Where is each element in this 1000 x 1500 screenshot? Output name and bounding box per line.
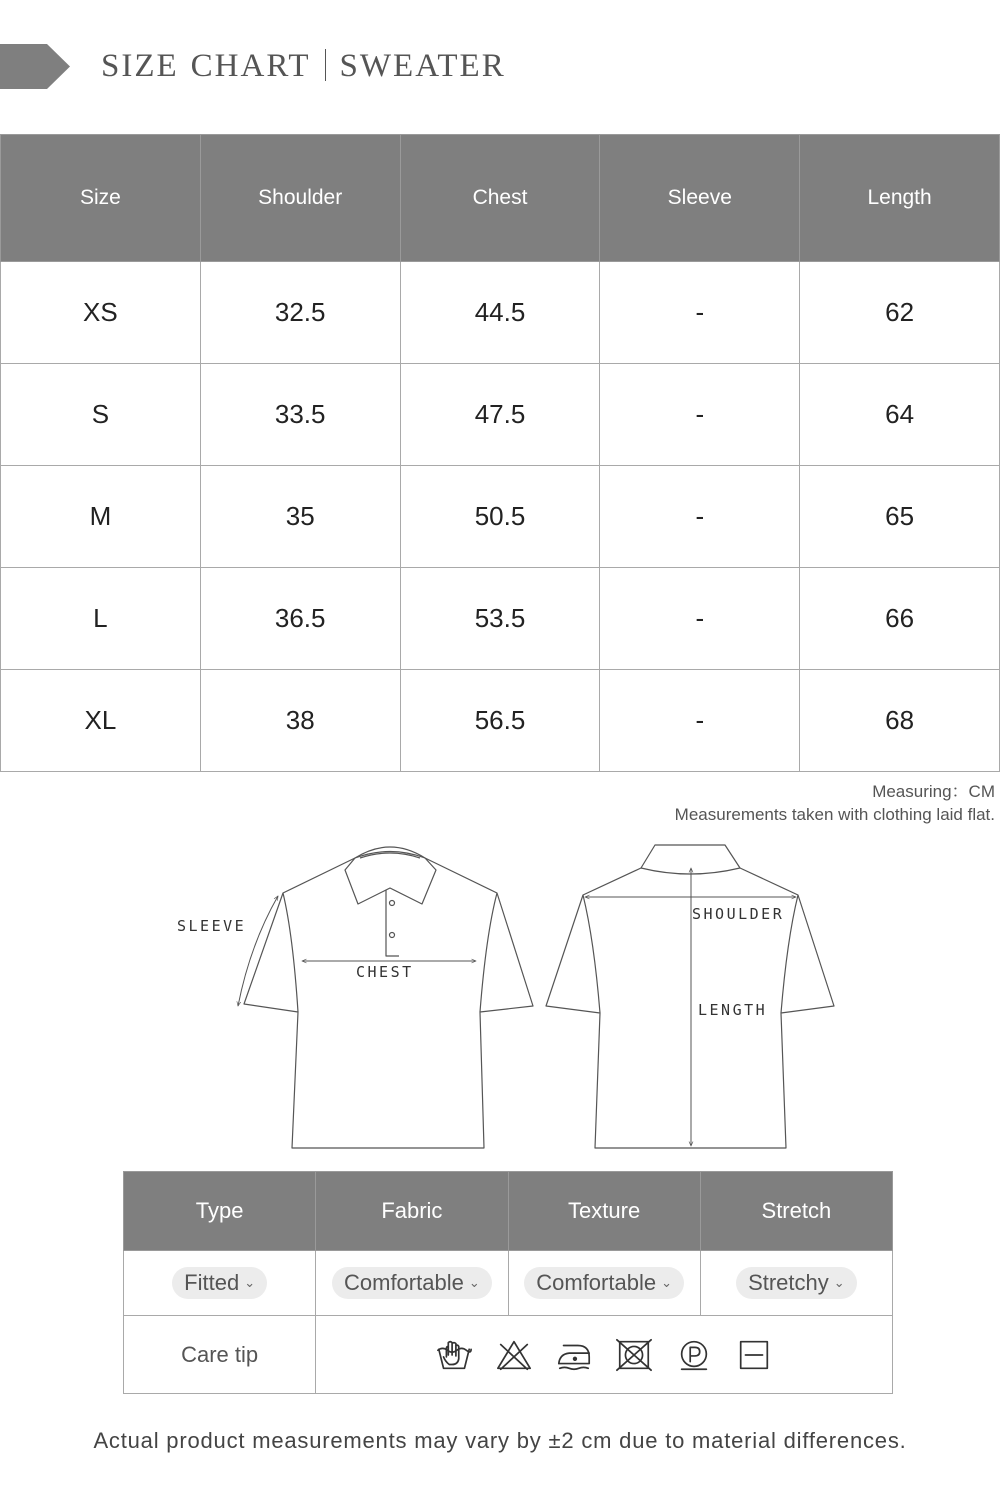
length-label: LENGTH xyxy=(698,1001,768,1019)
attribute-row xyxy=(124,1251,893,1316)
hand-wash-icon xyxy=(435,1337,473,1373)
sleeve-measure-line xyxy=(238,896,278,1006)
title-word-sweater: SWEATER xyxy=(339,48,506,84)
care-icons-cell xyxy=(316,1316,893,1394)
table-cell xyxy=(316,1251,508,1316)
table-cell: 44.5 xyxy=(400,262,600,364)
title-word-size: SIZE xyxy=(101,48,179,84)
table-cell: - xyxy=(600,364,800,466)
table-cell: L xyxy=(1,568,201,670)
no-bleach-icon xyxy=(495,1337,533,1373)
table-cell: XL xyxy=(1,670,201,772)
table-cell: 62 xyxy=(800,262,1000,364)
table-cell: 47.5 xyxy=(400,364,600,466)
low-iron-icon xyxy=(555,1337,593,1373)
table-row xyxy=(1,262,1000,364)
chest-label: CHEST xyxy=(356,963,414,981)
table-cell: 32.5 xyxy=(200,262,400,364)
column-header: Sleeve xyxy=(600,135,800,262)
type-value: Fitted xyxy=(184,1270,240,1295)
texture-tag xyxy=(524,1267,684,1299)
table-row xyxy=(1,466,1000,568)
table-cell: 35 xyxy=(200,466,400,568)
table-cell: - xyxy=(600,670,800,772)
column-header: Type xyxy=(124,1172,316,1251)
column-header: Chest xyxy=(400,135,600,262)
table-cell: 38 xyxy=(200,670,400,772)
dry-flat-icon xyxy=(735,1337,773,1373)
table-cell: 33.5 xyxy=(200,364,400,466)
chevron-down-icon: ⌄ xyxy=(468,1275,480,1290)
front-shirt-outline xyxy=(244,847,533,1148)
column-header: Fabric xyxy=(316,1172,508,1251)
fabric-tag xyxy=(332,1267,492,1299)
sleeve-label: SLEEVE xyxy=(177,917,247,935)
table-cell: - xyxy=(600,568,800,670)
table-cell: - xyxy=(600,262,800,364)
chevron-down-icon: ⌄ xyxy=(833,1275,845,1290)
care-tip-label: Care tip xyxy=(124,1316,316,1394)
column-header: Length xyxy=(800,135,1000,262)
table-cell: 56.5 xyxy=(400,670,600,772)
table-cell: 64 xyxy=(800,364,1000,466)
title-word-chart: CHART xyxy=(190,48,311,84)
product-info-table xyxy=(123,1171,893,1394)
column-header: Texture xyxy=(508,1172,700,1251)
table-cell xyxy=(700,1251,892,1316)
info-header-row xyxy=(124,1172,893,1251)
table-cell: 66 xyxy=(800,568,1000,670)
title-divider xyxy=(325,49,326,81)
table-row xyxy=(1,568,1000,670)
table-cell xyxy=(508,1251,700,1316)
chevron-down-icon: ⌄ xyxy=(661,1275,672,1290)
table-row xyxy=(1,670,1000,772)
measurement-method-note: Measurements taken with clothing laid flat. xyxy=(674,805,995,824)
column-header: Shoulder xyxy=(200,135,400,262)
table-row xyxy=(1,364,1000,466)
table-cell xyxy=(124,1251,316,1316)
care-row xyxy=(124,1316,893,1394)
table-cell: 36.5 xyxy=(200,568,400,670)
unit-note: Measuring：CM xyxy=(872,782,995,801)
dry-clean-p-icon xyxy=(675,1337,713,1373)
texture-value: Comfortable xyxy=(536,1270,657,1295)
header-arrow-icon xyxy=(0,44,70,89)
chevron-down-icon: ⌄ xyxy=(244,1275,256,1290)
shoulder-label: SHOULDER xyxy=(692,905,785,923)
table-cell: - xyxy=(600,466,800,568)
table-cell: 50.5 xyxy=(400,466,600,568)
fabric-value: Comfortable xyxy=(344,1270,464,1295)
column-header: Stretch xyxy=(700,1172,892,1251)
table-cell: M xyxy=(1,466,201,568)
measurement-disclaimer: Actual product measurements may vary by ±2 cm due to material differences. xyxy=(93,1428,907,1453)
garment-measurement-diagram xyxy=(0,835,1000,1165)
type-tag xyxy=(172,1267,267,1299)
care-icon-list xyxy=(316,1337,892,1373)
page-title xyxy=(101,44,506,89)
table-cell: 53.5 xyxy=(400,568,600,670)
back-shirt-outline xyxy=(546,845,834,1148)
stretch-tag xyxy=(736,1267,857,1299)
column-header: Size xyxy=(1,135,201,262)
table-cell: 68 xyxy=(800,670,1000,772)
table-cell: XS xyxy=(1,262,201,364)
no-tumble-dry-icon xyxy=(615,1337,653,1373)
table-cell: 65 xyxy=(800,466,1000,568)
stretch-value: Stretchy xyxy=(748,1270,829,1295)
size-table-header-row xyxy=(1,135,1000,262)
size-chart-table xyxy=(0,134,1000,772)
table-cell: S xyxy=(1,364,201,466)
